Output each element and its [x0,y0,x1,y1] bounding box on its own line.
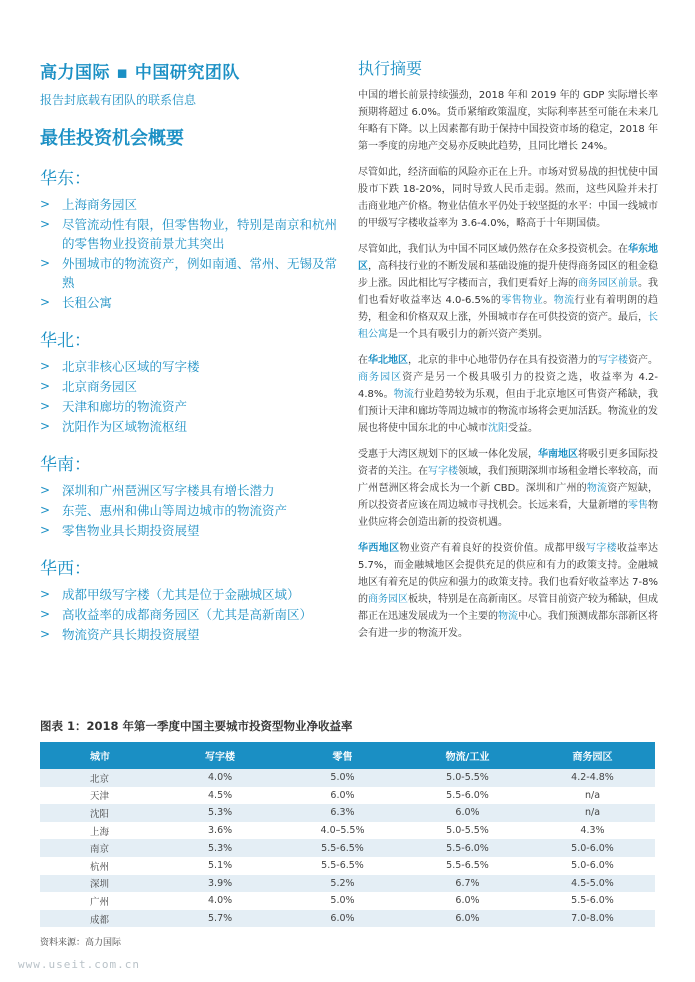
source-note: 资料来源：高力国际 [40,938,122,949]
city-cell: 上海 [40,822,160,840]
chevron-right-icon: > [40,217,51,231]
yield-cell: 5.0% [280,892,405,910]
yield-cell: 5.7% [160,910,280,928]
chevron-right-icon: > [40,197,51,211]
city-cell: 广州 [40,892,160,910]
column-header: 物流/工业 [405,742,530,769]
chevron-right-icon: > [40,399,51,413]
table-row [40,804,655,822]
chevron-right-icon: > [40,503,51,517]
table-header-row [40,742,655,769]
yield-cell: 5.5-6.0% [405,787,530,805]
yield-cell: 3.6% [160,822,280,840]
summary-paragraph: 尽管如此，经济面临的风险亦正在上升。市场对贸易战的担忧使中国股市下跌 18-20%，同时导致人民币走弱。然而，这些风险并未打击商业地产价格。物业估值水平仍处于较坚挺的水平：中国一线城市的甲级写字楼收益率为 3.6-4.0%，略高于十年期国债。 [358,167,658,229]
table-row [40,822,655,840]
yield-cell: 5.5-6.5% [280,857,405,875]
yield-cell: 5.3% [160,804,280,822]
yield-cell: n/a [530,787,655,805]
table-row [40,769,655,787]
chevron-right-icon: > [40,379,51,393]
yield-cell: 5.5-6.5% [280,839,405,857]
yield-cell: 5.5-6.5% [405,857,530,875]
left-column [40,58,340,645]
list-item: > 北京非核心区域的写字楼 [40,359,200,374]
yield-cell: 5.5-6.0% [530,892,655,910]
region-title: 华北： [40,331,91,351]
yield-cell: 6.0% [280,787,405,805]
yield-cell: 4.0% [160,892,280,910]
yield-cell: 4.5-5.0% [530,875,655,893]
chevron-right-icon: > [40,587,51,601]
yield-cell: 5.0-6.0% [530,857,655,875]
region-east [40,164,340,312]
city-cell: 南京 [40,839,160,857]
region-south [40,450,340,540]
yield-cell: 4.0–5.5% [280,822,405,840]
summary-paragraph: 中国的增长前景持续强劲，2018 年和 2019 年的 GDP 实际增长率预期将超过 6.0%。货币紧缩政策温度，实际利率甚至可能在未来几年略有下降。以上因素都有助于保持中国投资市场的稳定，2018 年第一季度的房地产交易亦反映此趋势，且同比增长 24%。 [358,90,658,152]
column-header: 写字楼 [160,742,280,769]
list-item: > 成都甲级写字楼（尤其是位于金融城区域） [40,587,300,602]
yield-cell: 6.0% [280,910,405,928]
region-west [40,554,340,644]
list-item: > 物流资产具长期投资展望 [40,627,200,642]
yield-cell: 6.0% [405,892,530,910]
list-item: > 尽管流动性有限，但零售物业，特别是南京和杭州的零售物业投资前景尤其突出 [40,217,338,251]
yield-cell: 5.3% [160,839,280,857]
yield-cell: 5.2% [280,875,405,893]
yield-cell: 6.0% [405,804,530,822]
list-item: > 上海商务园区 [40,197,138,212]
list-item: > 零售物业具长期投资展望 [40,523,200,538]
yield-cell: 6.7% [405,875,530,893]
yield-cell: 5.5-6.0% [405,839,530,857]
yield-cell: 6.0% [405,910,530,928]
yield-cell: 4.2-4.8% [530,769,655,787]
summary-paragraph-west: 华西地区物业资产有着良好的投资价值。成都甲级写字楼收益率达 5.7%，而金融城地区会提供充足的供应和有力的政策支持。金融城地区有着充足的供应和强力的政策支持。我们也看好收益率达 7-8%的商务园区板块，特别是在高新南区。尽管目前资产较为稀缺，但成都正在迅速发展成为一个主要的物流中心。我们预测成都东部新区将会有进一步的物流开发。 [358,543,659,639]
yield-table [40,742,655,927]
chevron-right-icon: > [40,607,51,621]
yield-cell: 5.0% [280,769,405,787]
list-item: > 沈阳作为区域物流枢纽 [40,419,188,434]
chevron-right-icon: > [40,295,51,309]
city-cell: 北京 [40,769,160,787]
yield-cell: 3.9% [160,875,280,893]
list-item: > 高收益率的成都商务园区（尤其是高新南区） [40,607,313,622]
yield-cell: 4.3% [530,822,655,840]
city-cell: 深圳 [40,875,160,893]
chevron-right-icon: > [40,483,51,497]
chevron-right-icon: > [40,419,51,433]
yield-cell: 5.0-5.5% [405,822,530,840]
table-row [40,839,655,857]
brand-title: 高力国际 ▪ 中国研究团队 [40,63,240,83]
contact-note: 报告封底载有团队的联系信息 [40,93,197,107]
executive-summary [358,56,658,651]
region-title: 华西： [40,559,91,579]
chevron-right-icon: > [40,627,51,641]
city-cell: 杭州 [40,857,160,875]
list-item: > 外围城市的物流资产，例如南通、常州、无锡及常熟 [40,256,338,290]
yield-cell: 4.0% [160,769,280,787]
watermark: www.useit.com.cn [18,958,140,971]
region-title: 华南： [40,455,91,475]
yield-table-figure [40,718,655,948]
table-row [40,857,655,875]
chevron-right-icon: > [40,523,51,537]
yield-cell: 4.5% [160,787,280,805]
summary-paragraph-south: 受惠于大湾区规划下的区域一体化发展，华南地区将吸引更多国际投资者的关注。在写字楼领域，我们预期深圳市场租金增长率较高，而广州琶洲区将会成长为一个新 CBD。深圳和广州的物流资产短缺，所以投资者应该在周边城市寻找机会。长远来看，大量新增的零售物业供应将会创造出新的投资机遇。 [358,449,659,528]
yield-cell: n/a [530,804,655,822]
table-row [40,892,655,910]
city-cell: 天津 [40,787,160,805]
yield-cell: 7.0-8.0% [530,910,655,928]
table-row [40,875,655,893]
best-opportunities-heading: 最佳投资机会概要 [40,128,184,149]
column-header: 商务园区 [530,742,655,769]
yield-cell: 6.3% [280,804,405,822]
city-cell: 沈阳 [40,804,160,822]
yield-cell: 5.0-6.0% [530,839,655,857]
list-item: > 天津和廊坊的物流资产 [40,399,188,414]
list-item: > 东莞、惠州和佛山等周边城市的物流资产 [40,503,288,518]
list-item: > 深圳和广州琶洲区写字楼具有增长潜力 [40,483,275,498]
column-header: 城市 [40,742,160,769]
chevron-right-icon: > [40,359,51,373]
list-item: > 北京商务园区 [40,379,138,394]
summary-paragraph-north: 在华北地区，北京的非中心地带仍存在具有投资潜力的写字楼资产。商务园区资产是另一个极具吸引力的投资之选，收益率为 4.2-4.8%。物流行业趋势较为乐观，但由于北京地区可售资产稀缺，我们预计天津和廊坊等周边城市的物流市场将会更加活跃。物流业的发展也将使中国东北的中心城市沈阳受益。 [358,355,659,434]
yield-cell: 5.0-5.5% [405,769,530,787]
region-title: 华东： [40,169,91,189]
summary-title: 执行摘要 [358,59,423,78]
table-row [40,910,655,928]
list-item: > 长租公寓 [40,295,113,310]
column-header: 零售 [280,742,405,769]
region-north [40,326,340,436]
city-cell: 成都 [40,910,160,928]
yield-cell: 5.1% [160,857,280,875]
chevron-right-icon: > [40,256,51,270]
summary-paragraph-east: 尽管如此，我们认为中国不同区域仍然存在众多投资机会。在华东地区，高科技行业的不断发展和基础设施的提升使得商务园区的租金稳步上涨。因此相比写字楼而言，我们更看好上海的商务园区前景。我们也看好收益率达 4.0-6.5%的零售物业。物流行业有着明朗的趋势，租金和价格双双上涨，外围城市存在可供投资的资产。最后，长租公寓是一个具有吸引力的新兴资产类别。 [358,244,659,340]
table-row [40,787,655,805]
figure-title: 图表 1：2018 年第一季度中国主要城市投资型物业净收益率 [40,719,353,733]
